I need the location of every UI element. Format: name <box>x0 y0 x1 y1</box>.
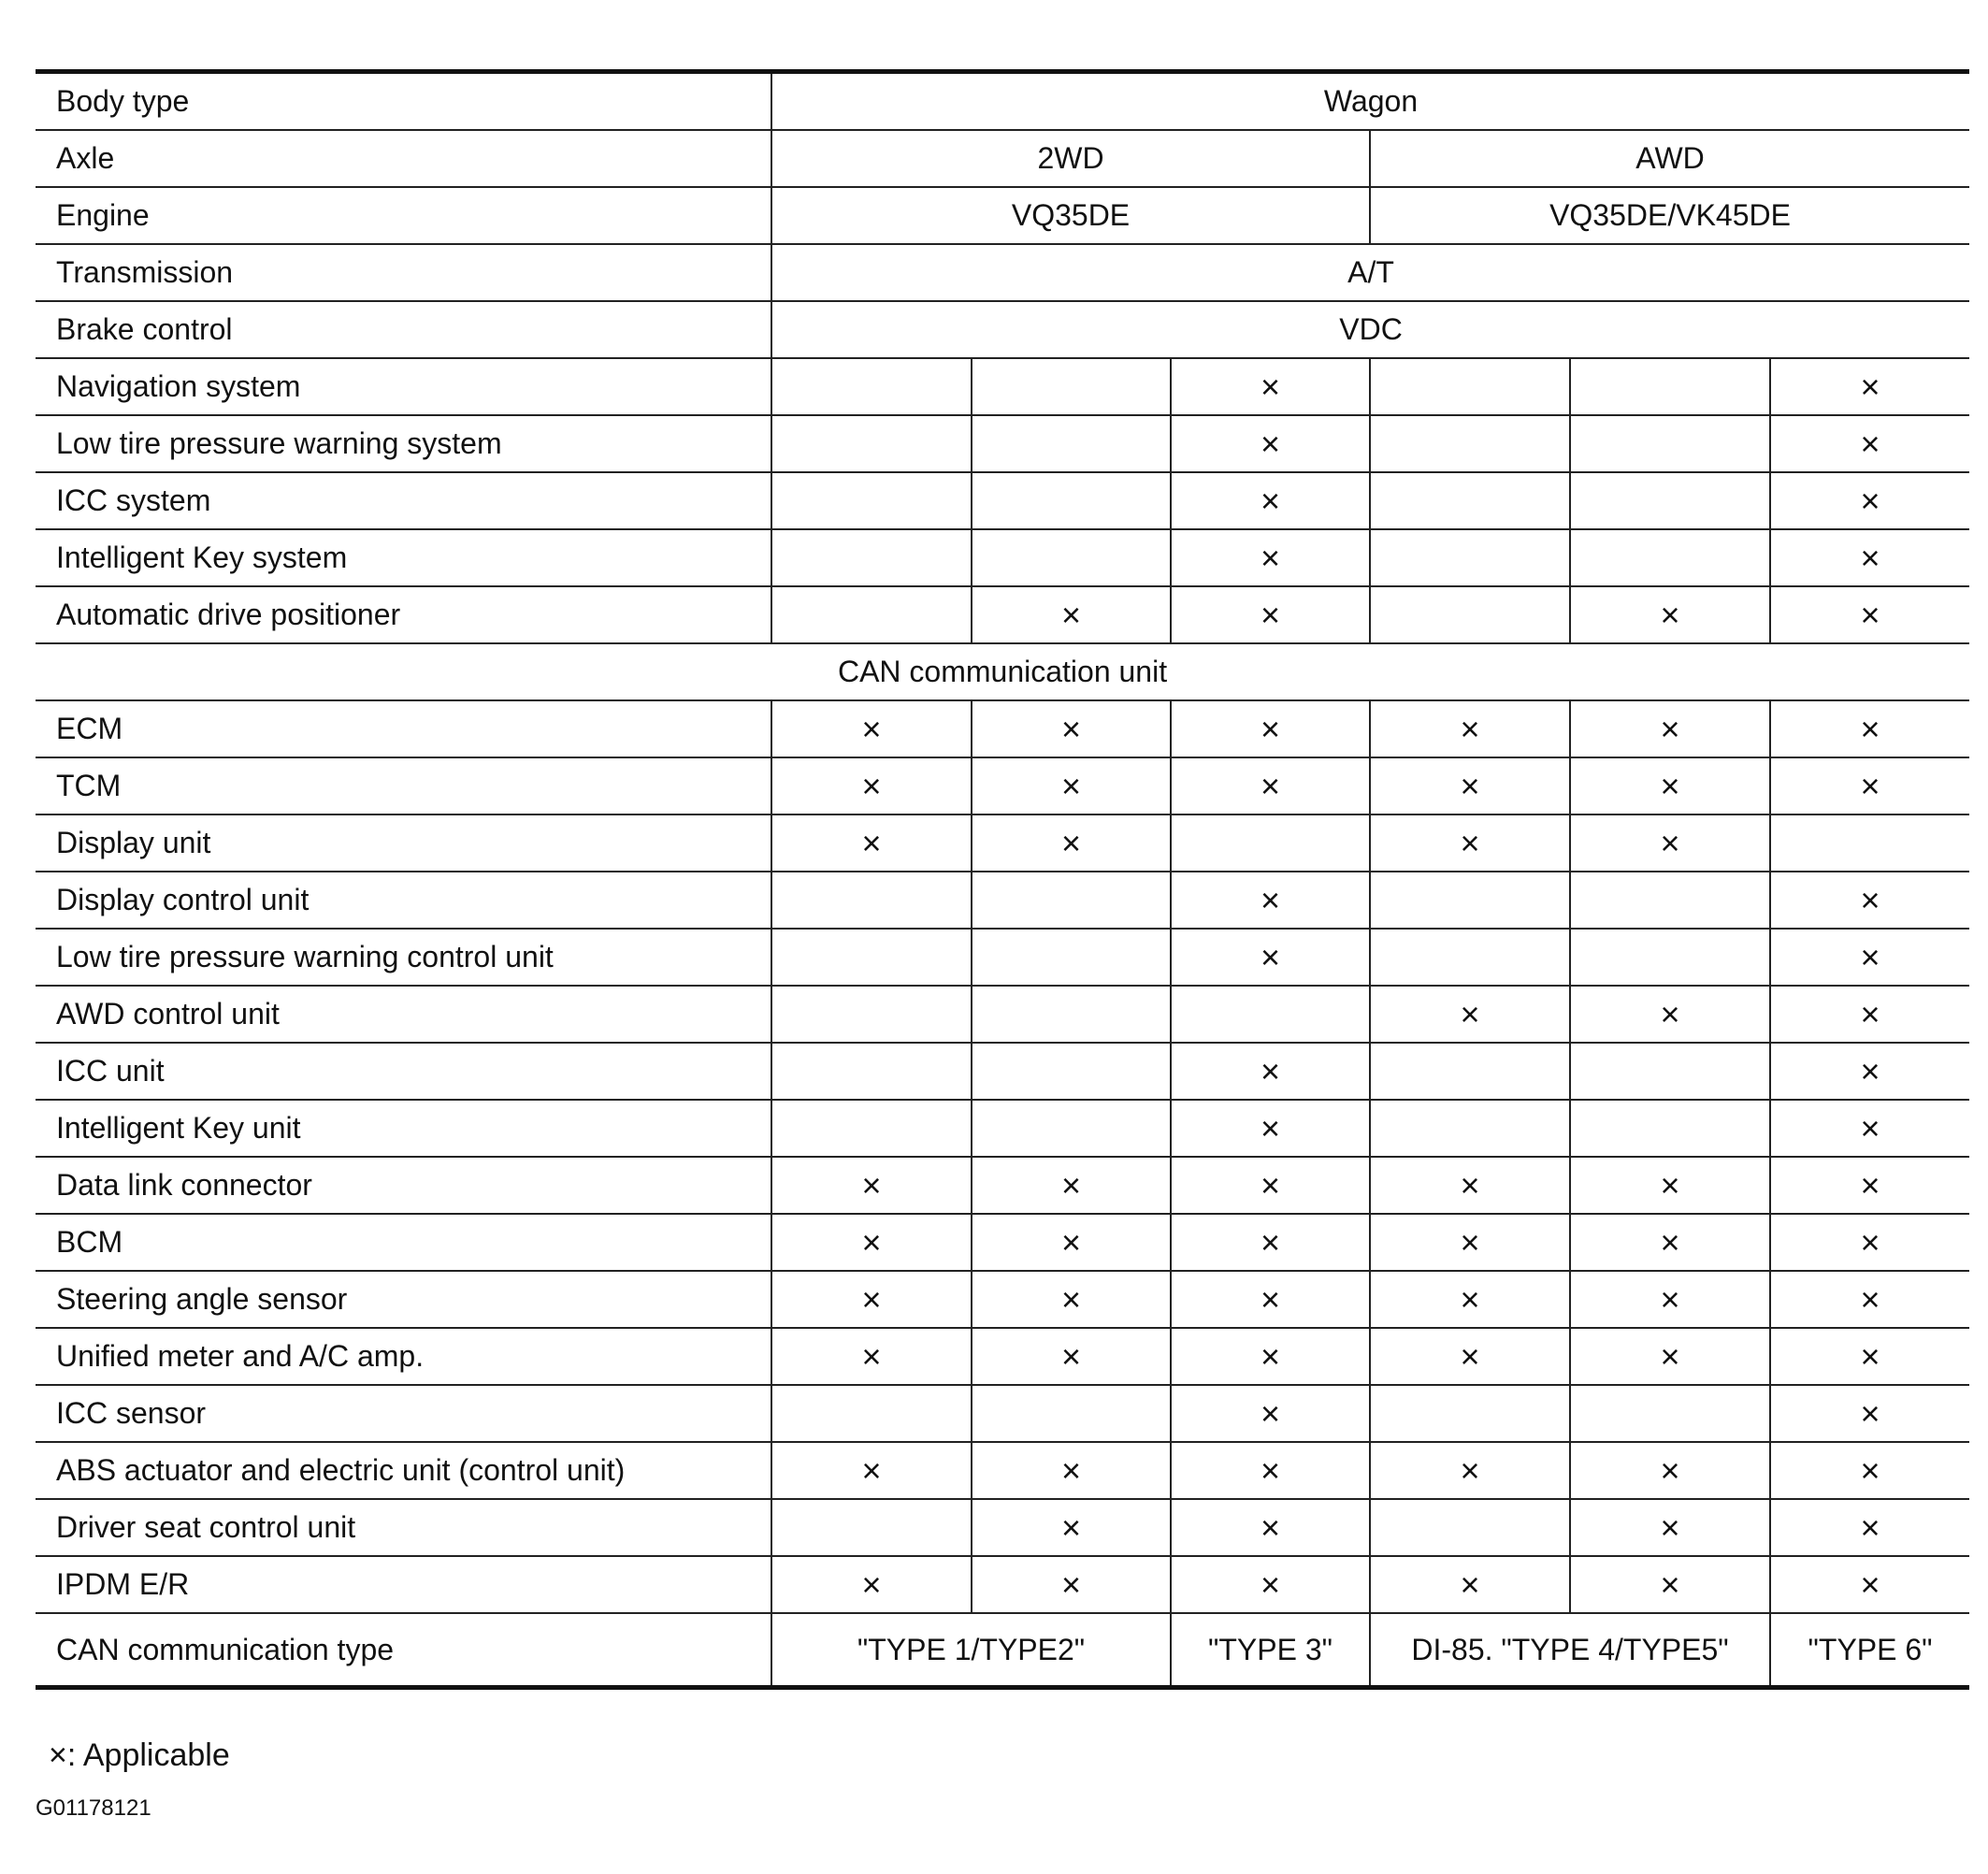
applicable-mark: × <box>1171 1556 1370 1613</box>
applicable-mark <box>972 929 1171 986</box>
header-row <box>36 301 1969 358</box>
applicable-mark: × <box>972 1442 1171 1499</box>
applicable-mark <box>771 415 972 472</box>
table-body <box>36 72 1969 1688</box>
type-value: "TYPE 6" <box>1770 1613 1969 1688</box>
applicable-mark: × <box>1770 1157 1969 1214</box>
applicable-mark: × <box>972 1271 1171 1328</box>
row-label: Engine <box>36 187 771 244</box>
row-label: TCM <box>36 757 771 814</box>
type-value: "TYPE 1/TYPE2" <box>771 1613 1171 1688</box>
applicable-mark <box>1570 1100 1770 1157</box>
applicable-mark: × <box>1770 700 1969 757</box>
applicable-mark: × <box>1370 1271 1570 1328</box>
type-value: "TYPE 3" <box>1171 1613 1370 1688</box>
legend: ×: Applicable <box>49 1737 230 1773</box>
applicable-mark: × <box>771 1214 972 1271</box>
unit-row <box>36 1100 1969 1157</box>
header-value: VQ35DE/VK45DE <box>1370 187 1969 244</box>
applicable-mark: × <box>1370 1442 1570 1499</box>
option-row <box>36 358 1969 415</box>
row-label: IPDM E/R <box>36 1556 771 1613</box>
applicable-mark <box>972 415 1171 472</box>
applicable-mark <box>1370 1385 1570 1442</box>
applicable-mark: × <box>1370 1556 1570 1613</box>
applicable-mark: × <box>1370 986 1570 1043</box>
unit-row <box>36 1271 1969 1328</box>
applicable-mark: × <box>972 700 1171 757</box>
figure-code: G01178121 <box>36 1795 151 1821</box>
applicable-mark: × <box>1770 472 1969 529</box>
section-title: CAN communication unit <box>36 643 1969 700</box>
applicable-mark <box>1570 929 1770 986</box>
unit-row <box>36 1214 1969 1271</box>
unit-row <box>36 872 1969 929</box>
applicable-mark <box>1570 1043 1770 1100</box>
applicable-mark: × <box>1171 1100 1370 1157</box>
applicable-mark: × <box>1570 1328 1770 1385</box>
applicable-mark: × <box>771 1328 972 1385</box>
applicable-mark: × <box>1570 1556 1770 1613</box>
applicable-mark <box>771 1100 972 1157</box>
applicable-mark: × <box>1570 700 1770 757</box>
applicable-mark: × <box>771 814 972 872</box>
applicable-mark: × <box>972 586 1171 643</box>
applicable-mark: × <box>1770 757 1969 814</box>
applicable-mark: × <box>1570 1499 1770 1556</box>
applicable-mark <box>1370 586 1570 643</box>
unit-row <box>36 1556 1969 1613</box>
applicable-mark: × <box>771 700 972 757</box>
applicable-mark: × <box>1171 929 1370 986</box>
applicable-mark <box>1570 529 1770 586</box>
row-label: Brake control <box>36 301 771 358</box>
applicable-mark: × <box>1171 872 1370 929</box>
option-row <box>36 472 1969 529</box>
header-value: 2WD <box>771 130 1370 187</box>
header-row <box>36 72 1969 131</box>
applicable-mark <box>972 1043 1171 1100</box>
applicable-mark: × <box>1171 1499 1370 1556</box>
applicable-mark: × <box>1370 757 1570 814</box>
applicable-mark: × <box>972 1157 1171 1214</box>
header-value: VQ35DE <box>771 187 1370 244</box>
header-row <box>36 187 1969 244</box>
row-label: Automatic drive positioner <box>36 586 771 643</box>
applicable-mark: × <box>1770 1556 1969 1613</box>
applicable-mark: × <box>771 1157 972 1214</box>
applicable-mark <box>1570 358 1770 415</box>
applicable-mark: × <box>1171 358 1370 415</box>
applicable-mark <box>972 472 1171 529</box>
applicable-mark <box>1370 1100 1570 1157</box>
applicable-mark: × <box>1770 872 1969 929</box>
applicable-mark: × <box>972 757 1171 814</box>
row-label: Transmission <box>36 244 771 301</box>
applicable-mark: × <box>1770 1214 1969 1271</box>
header-row <box>36 244 1969 301</box>
applicable-mark <box>771 1385 972 1442</box>
applicable-mark: × <box>1770 1043 1969 1100</box>
applicable-mark: × <box>1770 586 1969 643</box>
option-row <box>36 529 1969 586</box>
row-label: Driver seat control unit <box>36 1499 771 1556</box>
applicable-mark: × <box>1171 1328 1370 1385</box>
applicable-mark: × <box>771 1442 972 1499</box>
applicable-mark <box>1570 1385 1770 1442</box>
applicable-mark <box>972 1100 1171 1157</box>
applicable-mark: × <box>1171 1157 1370 1214</box>
row-label: CAN communication type <box>36 1613 771 1688</box>
header-value: AWD <box>1370 130 1969 187</box>
applicable-mark <box>1370 1043 1570 1100</box>
header-value: VDC <box>771 301 1969 358</box>
row-label: Intelligent Key unit <box>36 1100 771 1157</box>
unit-row <box>36 1385 1969 1442</box>
row-label: Low tire pressure warning control unit <box>36 929 771 986</box>
applicable-mark <box>1570 472 1770 529</box>
row-label: ICC system <box>36 472 771 529</box>
row-label: Navigation system <box>36 358 771 415</box>
applicable-mark <box>771 1043 972 1100</box>
row-label: Axle <box>36 130 771 187</box>
applicable-mark: × <box>972 1556 1171 1613</box>
applicable-mark: × <box>1570 986 1770 1043</box>
section-row <box>36 643 1969 700</box>
option-row <box>36 586 1969 643</box>
header-value: A/T <box>771 244 1969 301</box>
row-label: ABS actuator and electric unit (control unit) <box>36 1442 771 1499</box>
applicable-mark: × <box>771 757 972 814</box>
type-row <box>36 1613 1969 1688</box>
applicable-mark: × <box>1171 472 1370 529</box>
applicable-mark: × <box>1770 1385 1969 1442</box>
applicable-mark: × <box>1570 814 1770 872</box>
applicable-mark <box>972 872 1171 929</box>
unit-row <box>36 986 1969 1043</box>
applicable-mark <box>972 529 1171 586</box>
applicable-mark <box>1370 472 1570 529</box>
applicable-mark: × <box>1171 1043 1370 1100</box>
applicable-mark <box>1570 872 1770 929</box>
unit-row <box>36 1499 1969 1556</box>
applicable-mark: × <box>1570 586 1770 643</box>
applicable-mark <box>1770 814 1969 872</box>
applicable-mark: × <box>972 1214 1171 1271</box>
applicable-mark <box>1370 929 1570 986</box>
applicable-mark: × <box>1171 700 1370 757</box>
applicable-mark: × <box>1171 1214 1370 1271</box>
applicable-mark: × <box>1770 929 1969 986</box>
applicable-mark <box>771 986 972 1043</box>
applicable-mark <box>972 358 1171 415</box>
unit-row <box>36 1442 1969 1499</box>
applicable-mark: × <box>1770 1100 1969 1157</box>
row-label: BCM <box>36 1214 771 1271</box>
header-row <box>36 130 1969 187</box>
applicable-mark: × <box>1570 757 1770 814</box>
applicable-mark: × <box>1370 700 1570 757</box>
applicable-mark: × <box>1370 1157 1570 1214</box>
applicable-mark: × <box>1770 986 1969 1043</box>
applicable-mark: × <box>1770 1442 1969 1499</box>
applicable-mark <box>771 586 972 643</box>
applicable-mark: × <box>1570 1442 1770 1499</box>
applicable-mark: × <box>1370 1328 1570 1385</box>
applicable-mark: × <box>1171 529 1370 586</box>
header-value: Wagon <box>771 72 1969 131</box>
applicable-mark <box>771 1499 972 1556</box>
applicable-mark: × <box>972 1499 1171 1556</box>
applicable-mark: × <box>1171 757 1370 814</box>
type-value: DI-85. "TYPE 4/TYPE5" <box>1370 1613 1770 1688</box>
applicable-mark <box>771 929 972 986</box>
option-row <box>36 415 1969 472</box>
applicable-mark: × <box>1370 814 1570 872</box>
unit-row <box>36 1157 1969 1214</box>
applicable-mark: × <box>1770 358 1969 415</box>
applicable-mark: × <box>1171 1442 1370 1499</box>
applicable-mark: × <box>972 1328 1171 1385</box>
applicable-mark: × <box>972 814 1171 872</box>
row-label: ECM <box>36 700 771 757</box>
applicable-mark <box>771 472 972 529</box>
unit-row <box>36 929 1969 986</box>
unit-row <box>36 1328 1969 1385</box>
applicable-mark: × <box>1171 586 1370 643</box>
applicable-mark: × <box>1171 1385 1370 1442</box>
applicable-mark <box>1370 872 1570 929</box>
applicable-mark: × <box>771 1271 972 1328</box>
applicable-mark: × <box>1570 1157 1770 1214</box>
applicable-mark: × <box>1171 415 1370 472</box>
compatibility-sheet <box>36 69 1969 1690</box>
row-label: Steering angle sensor <box>36 1271 771 1328</box>
applicable-mark: × <box>1570 1214 1770 1271</box>
unit-row <box>36 814 1969 872</box>
row-label: ICC sensor <box>36 1385 771 1442</box>
applicable-mark: × <box>1770 1328 1969 1385</box>
applicable-mark <box>771 872 972 929</box>
unit-row <box>36 1043 1969 1100</box>
applicable-mark: × <box>771 1556 972 1613</box>
row-label: AWD control unit <box>36 986 771 1043</box>
applicable-mark: × <box>1770 1271 1969 1328</box>
row-label: Display unit <box>36 814 771 872</box>
unit-row <box>36 757 1969 814</box>
applicable-mark: × <box>1770 415 1969 472</box>
row-label: Display control unit <box>36 872 771 929</box>
applicable-mark <box>1370 415 1570 472</box>
applicable-mark: × <box>1770 1499 1969 1556</box>
row-label: Intelligent Key system <box>36 529 771 586</box>
row-label: ICC unit <box>36 1043 771 1100</box>
row-label: Data link connector <box>36 1157 771 1214</box>
row-label: Unified meter and A/C amp. <box>36 1328 771 1385</box>
applicable-mark <box>1570 415 1770 472</box>
applicable-mark <box>1370 358 1570 415</box>
applicable-mark <box>1370 1499 1570 1556</box>
applicable-mark: × <box>1570 1271 1770 1328</box>
applicable-mark <box>972 1385 1171 1442</box>
applicable-mark: × <box>1171 1271 1370 1328</box>
applicable-mark: × <box>1370 1214 1570 1271</box>
row-label: Low tire pressure warning system <box>36 415 771 472</box>
unit-row <box>36 700 1969 757</box>
applicable-mark: × <box>1770 529 1969 586</box>
row-label: Body type <box>36 72 771 131</box>
can-communication-table <box>36 69 1969 1690</box>
applicable-mark <box>1171 986 1370 1043</box>
applicable-mark <box>771 529 972 586</box>
applicable-mark <box>771 358 972 415</box>
applicable-mark <box>1171 814 1370 872</box>
applicable-mark <box>1370 529 1570 586</box>
applicable-mark <box>972 986 1171 1043</box>
